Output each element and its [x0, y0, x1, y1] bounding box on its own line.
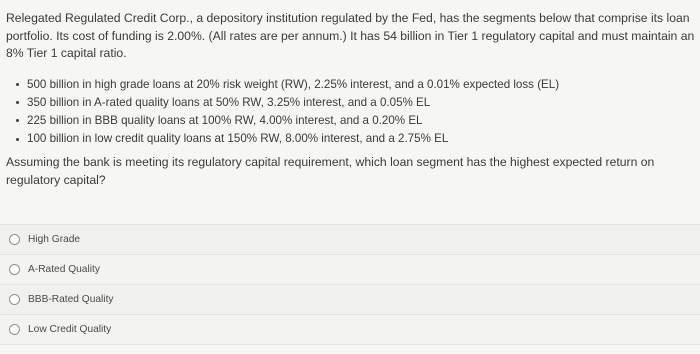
option-high-grade[interactable]: [0, 225, 700, 255]
radio-button[interactable]: [9, 294, 20, 305]
loan-segment-item: 350 billion in A-rated quality loans at 50% RW, 3.25% interest, and a 0.05% EL: [16, 94, 696, 112]
loan-segment-item: 500 billion in high grade loans at 20% risk weight (RW), 2.25% interest, and a 0.01% expected loss (EL): [16, 76, 696, 94]
radio-button[interactable]: [9, 264, 20, 275]
answer-options: [0, 224, 700, 341]
option-label: High Grade: [28, 234, 81, 245]
radio-button[interactable]: [9, 234, 20, 245]
radio-button[interactable]: [9, 324, 20, 335]
loan-segment-item: 225 billion in BBB quality loans at 100% RW, 4.00% interest, and a 0.20% EL: [16, 112, 696, 130]
option-label: A-Rated Quality: [28, 264, 100, 275]
option-label: Low Credit Quality: [28, 324, 112, 335]
option-low-credit-quality[interactable]: [0, 315, 700, 345]
question-block: [6, 10, 696, 189]
option-label: BBB-Rated Quality: [28, 294, 114, 305]
question-intro: Relegated Regulated Credit Corp., a depository institution regulated by the Fed, has the segments below that comprise its loan portfolio. Its cost of funding is 2.00%. (All rates are per annum.) It has 54 billion in Tier 1 regulatory capital and must maintain an 8% Tier 1 capital ratio.: [6, 11, 695, 60]
loan-segment-item: 100 billion in low credit quality loans at 150% RW, 8.00% interest, and a 2.75% EL: [16, 130, 696, 148]
question-prompt: Assuming the bank is meeting its regulatory capital requirement, which loan segment has the highest expected return on regulatory capital?: [6, 155, 655, 187]
option-bbb-rated-quality[interactable]: [0, 285, 700, 315]
option-a-rated-quality[interactable]: [0, 255, 700, 285]
loan-segment-list: [6, 76, 696, 149]
